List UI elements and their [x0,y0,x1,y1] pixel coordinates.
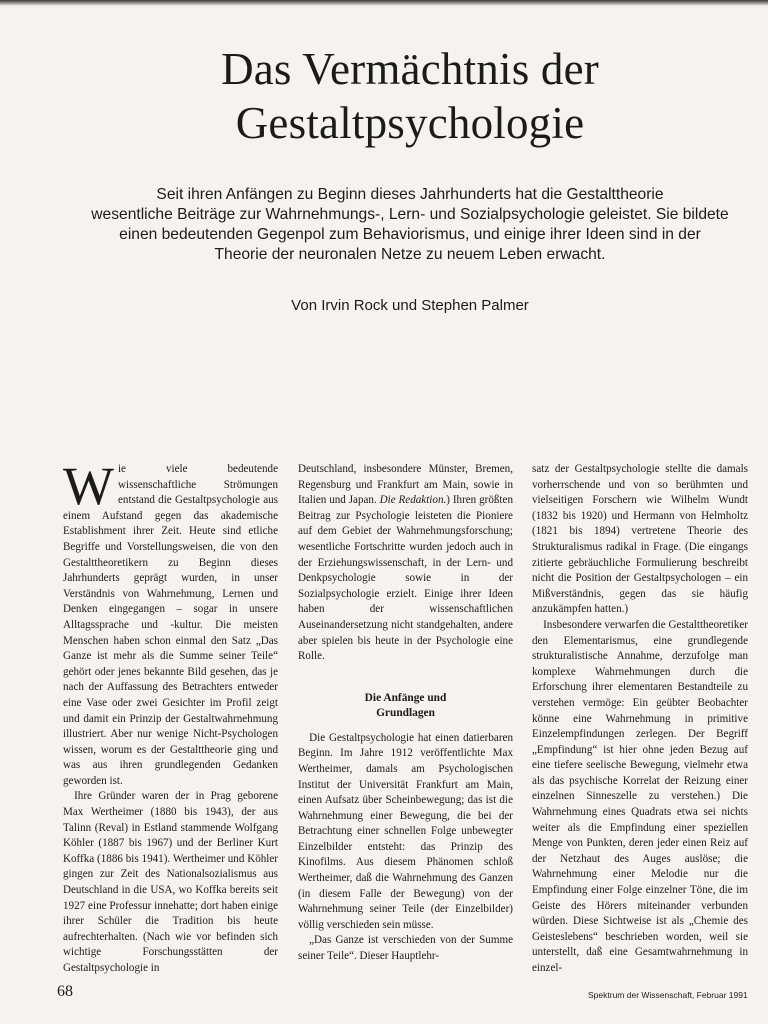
byline: Von Irvin Rock und Stephen Palmer [291,297,529,314]
text-column-3 [532,462,748,977]
lead-line: einen bedeutenden Gegenpol zum Behaviorismus, und einige ihrer Ideen sind in der [119,226,701,243]
heading-line: Grundlagen [376,706,435,719]
body-paragraph: „Das Ganze ist verschieden von der Summe seiner Teile“. Dieser Hauptlehr- [298,934,513,963]
text-column-1 [63,456,278,977]
lead-line: Theorie der neuronalen Netze zu neuem Leben erwacht. [214,246,606,263]
lead-line: Seit ihren Anfängen zu Beginn dieses Jahrhunderts hat die Gestalttheorie [156,186,664,203]
lead-line: wesentliche Beiträge zur Wahrnehmungs-, Lern- und Sozialpsychologie geleistet. Sie bildete [91,206,729,223]
title-line-2: Gestaltpsychologie [235,98,585,148]
body-paragraph [63,456,278,789]
body-paragraph: Die Gestaltpsychologie hat einen datierbaren Beginn. Im Jahre 1912 veröffentlichte Max Wertheimer, damals am Psychologischen Institut der Universität Frankfurt am Main, einen Aufsatz über Scheinbewegung; das ist die Wahrnehmung einer Bewegung, die bei der Betrachtung einer schnellen Folge unbewegter Einzelbilder entsteht: das Prinzip des Kinofilms. Aus diesem Phänomen schloß Wertheimer, daß die Wahrnehmung des Ganzen (in diesem Falle der Bewegung) von der Wahrnehmung seiner Teile (der Einzelbilder) völlig verschieden sein müsse. [298,731,513,931]
editor-note: Die Redaktion. [379,494,447,507]
title-line-1: Das Vermächtnis der [221,44,599,94]
article-title [0,42,768,150]
paragraph-text: ie viele bedeutende wissenschaftliche Strömungen entstand die Gestaltpsychologie aus einem Aufstand gegen das akademische Establishment ihrer Zeit. Heute sind etliche Begriffe und Vorstellungsweisen, die von den Gestalttheoretikern zu Beginn dieses Jahrhunderts geprägt wurden, in unser Verständnis von Wahrnehmung, Lernen und Denken eingegangen – sogar in unsere Alltagssprache und -kultur. Die meisten Menschen haben schon einmal den Satz „Das Ganze ist mehr als die Summe seiner Teile“ gehört oder jenes bekannte Bild gesehen, das je nach der Auffassung des Betrachters entweder eine Vase oder zwei Gesichter im Profil zeigt und damit ein Prinzip der Gestaltwahrnehmung illustriert. Aber nur wenige Nicht-Psychologen wissen, worum es der Gestalttheorie ging und was aus ihren grundlegenden Gedanken geworden ist. [63,463,278,787]
body-paragraph: Ihre Gründer waren der in Prag geborene Max Wertheimer (1880 bis 1943), der aus Talinn (Reval) in Estland stammende Wolfgang Köhler (1887 bis 1967) und der Berliner Kurt Koffka (1886 bis 1941). Wertheimer und Köhler gingen zur Zeit des Nationalsozialismus aus Deutschland in die USA, wo Koffka bereits seit 1927 eine Professur innehatte; dort haben einige ihrer Schüler die Tradition bis heute aufrechterhalten. (Nach wie vor befinden sich wichtige Forschungsstätten der Gestaltpsychologie in [63,790,278,974]
scan-edge [0,0,768,6]
body-paragraph: satz der Gestaltpsychologie stellte die damals vorherrschende und von so berühmten und vielseitigen Forschern wie Wilhelm Wundt (1832 bis 1920) und Hermann von Helmholtz (1821 bis 1894) vertretene Theorie des Strukturalismus radikal in Frage. (Die eingangs zitierte gebräuchliche Formulierung beschreibt nicht die Position der Gestaltpsychologen – ein Mißverständnis, gegen das sie häufig anzukämpfen hatten.) [532,463,748,616]
heading-line: Die Anfänge und [364,691,447,704]
drop-cap: W [63,456,114,516]
page-number: 68 [57,983,73,1000]
text-column-2 [298,462,513,965]
body-paragraph: Insbesondere verwarfen die Gestalttheoretiker den Elementarismus, eine grundlegende strukturalistische Annahme, derzufolge man komplexe Wahrnehmungen durch die Erforschung ihrer elementaren Bestandteile zu verstehen vermöge: Ein geübter Beobachter könne eine Wahrnehmung in primitive Einzelempfindungen zerlegen. Der Begriff „Empfindung“ ist hier ohne jeden Bezug auf eine tiefere seelische Bewegung, vielmehr etwa als das psychische Korrelat der Reizung einer einzelnen Sinneszelle zu verstehen.) Die Wahrnehmung eines Quadrats etwa sei nichts weiter als die Empfindung einer speziellen Menge von Punkten, deren jeder einen Reiz auf der Netzhaut des Auges auslöse; die Wahrnehmung einer Melodie nur die Empfindung einer Folge einzelner Töne, die im Geiste des Hörers miteinander verbunden würden. Diese Sichtweise ist als „Chemie des Geisteslebens“ beschrieben worden, weil sie unterstellt, daß eine Gesamtwahrnehmung in einzel- [532,618,748,974]
paragraph-text: ) Ihren größten Beitrag zur Psychologie leisteten die Pioniere auf dem Gebiet der Wahrnehmungsforschung; wesentliche Fortschritte wurden jedoch auch in der Erziehungswissenschaft, in der Lern- und Denkpsychologie sowie in der Sozialpsychologie erzielt. Einige ihrer Ideen haben der wissenschaftlichen Auseinandersetzung nicht standgehalten, andere aber spielen bis heute in der Psychologie eine Rolle. [298,494,513,663]
body-paragraph [298,462,513,665]
paragraph-text: Deutschland, insbesondere Münster, Bremen, Regensburg und Frankfurt am Main, sowie in Italien und Japan. [298,463,513,507]
publication-source: Spektrum der Wissenschaft, Februar 1991 [588,990,748,1000]
lead-paragraph [50,185,768,265]
section-heading [298,691,513,721]
